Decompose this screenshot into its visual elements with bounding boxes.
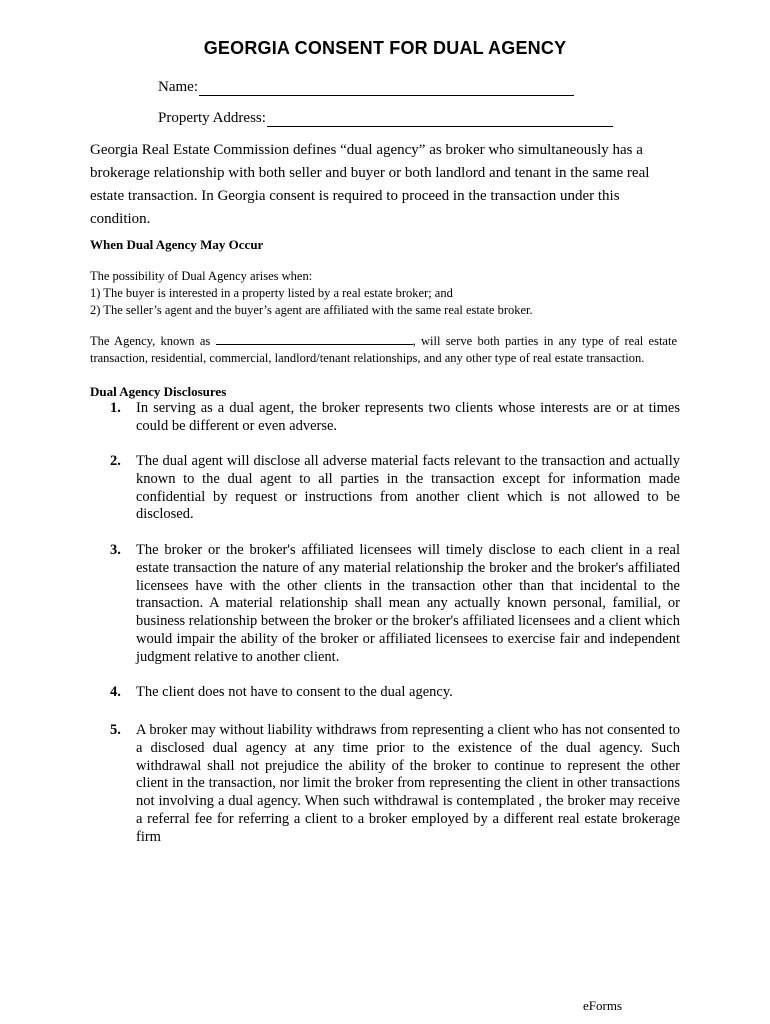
name-label: Name: <box>158 79 198 95</box>
disclosure-text: The broker or the broker's affiliated licensees will timely disclose to each client in a real estate transaction the nature of any material relationship the broker and the broker's affiliated licensees have with the other clients in the transaction other than that incidental to the transaction. A material relationship shall mean any actually known personal, familial, or business relationship between the broker or the broker's affiliated licensees and a client which would impair the ability of the broker or affiliated licensees to exercise fair and independent judgment relative to another client. <box>136 542 680 665</box>
condition-item: 2) The seller’s agent and the buyer’s agent are affiliated with the same real estate broker. <box>90 303 533 317</box>
disclosure-number: 1. <box>110 400 121 416</box>
disclosure-item <box>90 453 680 524</box>
name-field[interactable] <box>158 79 574 96</box>
disclosure-item <box>90 542 680 667</box>
property-address-label: Property Address: <box>158 110 266 126</box>
disclosure-number: 4. <box>110 684 121 700</box>
intro-paragraph: Georgia Real Estate Commission defines “dual agency” as broker who simultaneously has a brokerage relationship with both seller and buyer or both landlord and tenant in the same real estate transaction. In Georgia consent is required to proceed in the transaction under this condition. <box>90 142 650 227</box>
agency-paragraph <box>90 333 677 367</box>
agency-suffix: , will serve both parties in any type of real estate transaction, residential, commercial, landlord/tenant relationships, and any other type of real estate transaction. <box>90 334 677 365</box>
disclosure-text: The client does not have to consent to the dual agency. <box>136 684 453 700</box>
agency-name-blank[interactable] <box>216 333 413 345</box>
disclosure-item <box>90 722 680 847</box>
disclosures-heading: Dual Agency Disclosures <box>90 384 227 399</box>
property-address-field[interactable] <box>158 110 613 127</box>
disclosure-text: In serving as a dual agent, the broker represents two clients whose interests are or at times could be different or even adverse. <box>136 400 680 434</box>
disclosure-item <box>90 400 680 436</box>
possibility-intro: The possibility of Dual Agency arises when: <box>90 269 313 283</box>
document-title: GEORGIA CONSENT FOR DUAL AGENCY <box>203 38 567 58</box>
when-heading: When Dual Agency May Occur <box>90 237 264 252</box>
footer-brand: eForms <box>583 998 622 1013</box>
disclosure-item <box>90 684 680 702</box>
disclosure-number: 5. <box>110 722 121 738</box>
property-address-blank-line[interactable] <box>267 113 613 127</box>
condition-item: 1) The buyer is interested in a property listed by a real estate broker; and <box>90 286 453 300</box>
disclosure-text: A broker may without liability withdraws from representing a client who has not consented to a disclosed dual agency at any time prior to the existence of the dual agency. Such withdrawal shall not prejudice the ability of the broker to continue to represent the other client in the transaction, nor limit the broker from representing the client in other transactions not involving a dual agency. When such withdrawal is contemplated , the broker may receive a referral fee for referring a client to a broker employed by a different real estate brokerage firm <box>136 722 680 845</box>
disclosure-number: 2. <box>110 453 121 469</box>
name-blank-line[interactable] <box>199 82 574 96</box>
disclosure-text: The dual agent will disclose all adverse material facts relevant to the transaction and actually known to the dual agent to all parties in the transaction except for information made confidential by request or instructions from another client which is not allowed to be disclosed. <box>136 453 680 523</box>
disclosure-number: 3. <box>110 542 121 558</box>
agency-prefix: The Agency, known as <box>90 334 211 348</box>
